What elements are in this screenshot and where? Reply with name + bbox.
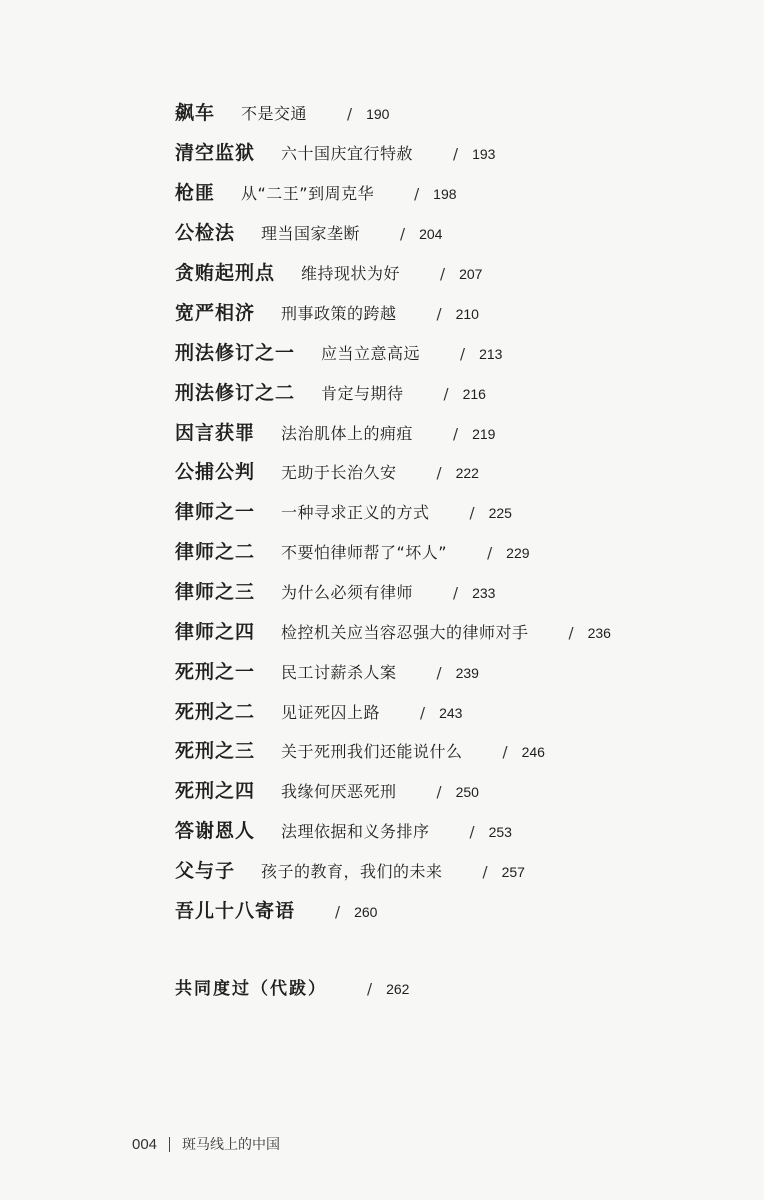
toc-separator: / [453,584,459,602]
toc-entry-page: 229 [506,545,530,561]
book-title: 斑马线上的中国 [182,1137,281,1153]
toc-entry-subtitle: 不要怕律师帮了“坏人” [281,543,448,562]
toc-entry-subtitle: 无助于长治久安 [281,463,397,482]
toc-entry-subtitle: 孩子的教育，我们的未来 [261,862,443,881]
toc-entry-subtitle: 民工讨薪杀人案 [281,663,397,682]
toc-entry-title: 死刑之四 [175,780,256,802]
toc-entry-page: 260 [354,904,378,920]
toc-entry [175,178,457,205]
toc-entry-title: 律师之二 [175,541,256,563]
toc-separator: / [568,624,574,642]
toc-separator: / [453,425,459,443]
toc-entry-title: 公检法 [175,222,236,244]
toc-entry-title: 律师之一 [175,501,256,523]
toc-separator: / [482,863,488,881]
toc-entry-subtitle: 关于死刑我们还能说什么 [281,742,463,761]
toc-separator: / [460,345,466,363]
toc-entry-page: 257 [501,864,525,880]
toc-entry [175,776,479,803]
toc-entry [175,98,389,125]
toc-entry-subtitle: 法理依据和义务排序 [281,822,430,841]
toc-entry-title: 公捕公判 [175,461,256,483]
toc-entry-subtitle: 肯定与期待 [321,384,404,403]
toc-entry-subtitle: 为什么必须有律师 [281,583,414,602]
toc-entry [175,617,611,644]
toc-separator: / [469,504,475,522]
toc-entry-subtitle: 刑事政策的跨越 [281,304,397,323]
toc-separator: / [347,105,353,123]
toc-entry [175,457,479,484]
toc-entry-page: 236 [587,625,611,641]
toc-entry [175,577,495,604]
toc-entry [175,697,462,724]
toc-entry-subtitle: 检控机关应当容忍强大的律师对手 [281,623,529,642]
toc-entry-page: 246 [521,744,545,760]
toc-separator: / [487,544,493,562]
toc-separator: / [414,185,420,203]
toc-separator: / [502,743,508,761]
toc-entry-page: 213 [479,346,503,362]
toc-entry [175,896,377,923]
toc-entry-title: 因言获罪 [175,422,256,444]
toc-entry-title: 律师之四 [175,621,256,643]
toc-entry-title: 贪贿起刑点 [175,262,276,284]
toc-entry [175,138,495,165]
toc-entry-subtitle: 维持现状为好 [301,264,401,283]
postscript-title: 共同度过（代跋） [175,979,327,999]
toc-entry [175,298,479,325]
toc-entry-title: 死刑之三 [175,740,256,762]
toc-entry-title: 清空监狱 [175,142,256,164]
toc-entry [175,218,442,245]
toc-separator: / [469,823,475,841]
toc-entry-subtitle: 见证死囚上路 [281,703,381,722]
toc-entry-page: 190 [366,106,390,122]
toc-separator: / [400,225,406,243]
toc-entry [175,816,512,843]
toc-entry-subtitle: 从“二王”到周克华 [241,184,375,203]
toc-entry-title: 答谢恩人 [175,820,256,842]
toc-entry-title: 父与子 [175,860,236,882]
toc-entry-page: 216 [462,386,486,402]
toc-entry-title: 吾儿十八寄语 [175,900,296,922]
toc-entry-page: 204 [419,226,443,242]
toc-entry-title: 死刑之一 [175,661,256,683]
toc-entry-subtitle: 一种寻求正义的方式 [281,503,430,522]
toc-entry-postscript [175,974,409,999]
toc-separator: / [436,783,442,801]
toc-entry [175,856,525,883]
toc-separator: / [436,664,442,682]
toc-entry-page: 243 [439,705,463,721]
toc-separator: / [453,145,459,163]
toc-entry [175,537,530,564]
toc-entry-subtitle: 理当国家垄断 [261,224,361,243]
toc-entry [175,657,479,684]
toc-entry-title: 律师之三 [175,581,256,603]
toc-entry-title: 宽严相济 [175,302,256,324]
toc-entry-page: 225 [488,505,512,521]
toc-separator: / [436,305,442,323]
toc-entry-title: 枪匪 [175,182,216,204]
toc-entry [175,497,512,524]
toc-separator: / [436,464,442,482]
page-footer [132,1134,280,1154]
toc-entry [175,338,502,365]
toc-entry-page: 193 [472,146,496,162]
toc-entry-subtitle: 我缘何厌恶死刑 [281,782,397,801]
toc-entry-page: 250 [455,784,479,800]
toc-separator: / [443,385,449,403]
toc-separator: / [335,903,341,921]
toc-entry-page: 233 [472,585,496,601]
toc-entry-page: 198 [433,186,457,202]
toc-entry [175,736,545,763]
toc-entry-title: 刑法修订之一 [175,342,296,364]
toc-entry-page: 219 [472,426,496,442]
toc-entry-subtitle: 不是交通 [241,104,308,123]
toc-entry-page: 207 [459,266,483,282]
footer-divider [169,1137,170,1152]
page-number: 004 [132,1135,158,1153]
postscript-page: 262 [386,981,410,997]
toc-entry-subtitle: 六十国庆宜行特赦 [281,144,414,163]
toc-entry-subtitle: 应当立意高远 [321,344,421,363]
toc-entry-page: 210 [455,306,479,322]
toc-separator: / [440,265,446,283]
toc-entry [175,378,486,405]
toc-entry-title: 刑法修订之二 [175,382,296,404]
toc-entry-page: 253 [488,824,512,840]
toc-entry-title: 死刑之二 [175,701,256,723]
toc-entry-title: 飙车 [175,102,216,124]
toc-separator: / [420,704,426,722]
toc-separator: / [367,980,373,998]
toc-entry-page: 239 [455,665,479,681]
toc-entry [175,418,495,445]
toc-entry [175,258,482,285]
toc-entry-page: 222 [455,465,479,481]
toc-entry-subtitle: 法治肌体上的痈疽 [281,424,414,443]
